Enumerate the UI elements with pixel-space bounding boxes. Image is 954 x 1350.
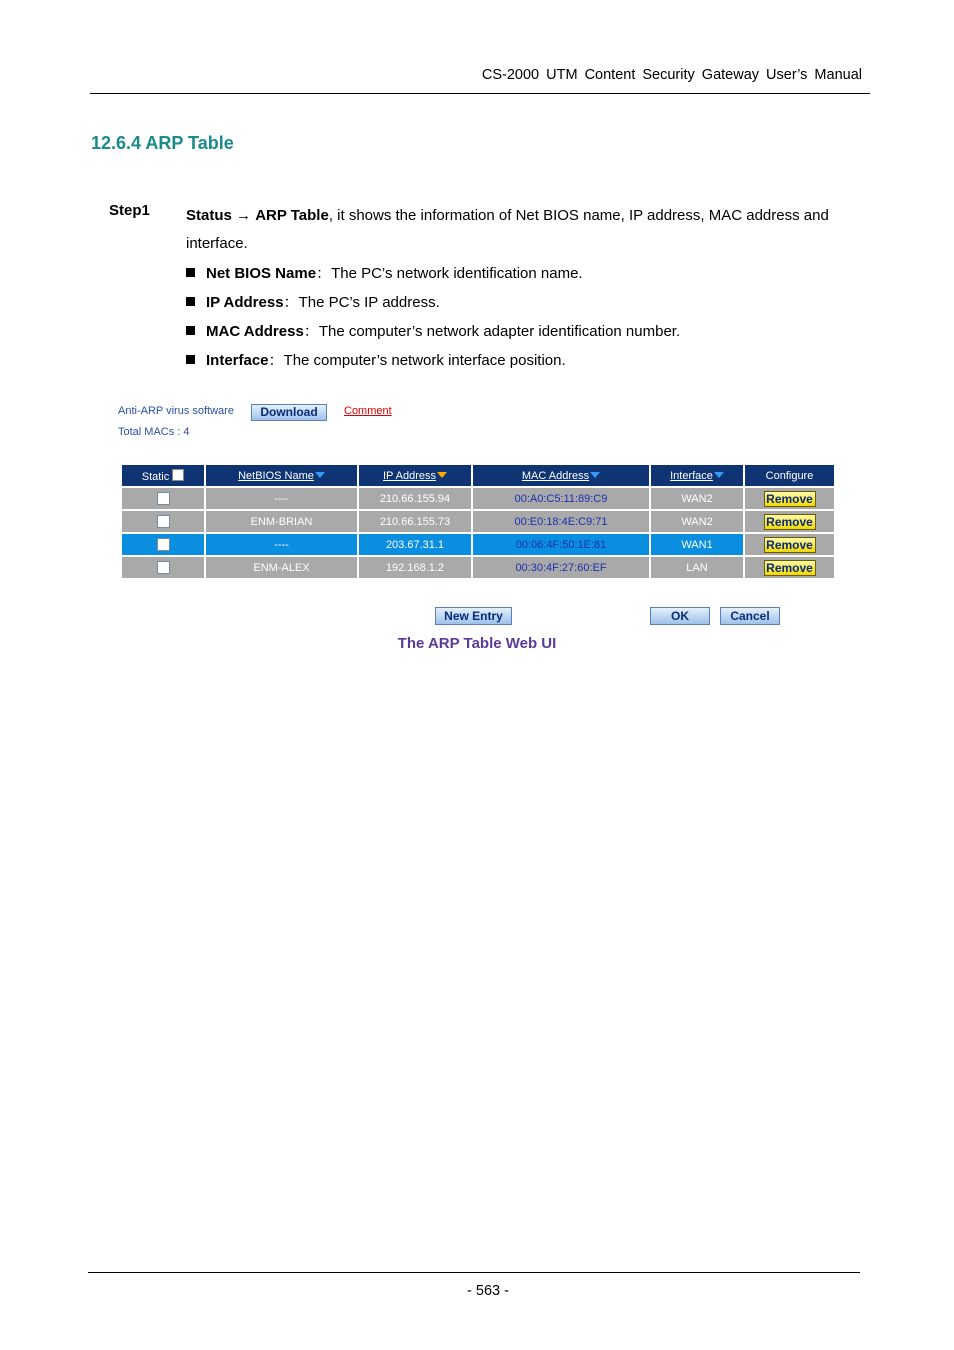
anti-arp-label: Anti-ARP virus software	[118, 405, 234, 417]
static-cell	[122, 557, 204, 578]
bullet-ip: IP Address：The PC’s IP address.	[186, 291, 440, 312]
static-cell	[122, 534, 204, 555]
download-button[interactable]: Download	[251, 404, 327, 421]
ip-cell: 203.67.31.1	[359, 534, 471, 555]
path-start: Status	[186, 207, 232, 224]
static-cell	[122, 488, 204, 509]
square-bullet-icon	[186, 326, 195, 335]
ok-button[interactable]: OK	[650, 607, 710, 625]
remove-button[interactable]: Remove	[764, 537, 816, 553]
sort-down-icon	[714, 472, 724, 478]
step-text: , it shows the information of Net BIOS name, IP address, MAC address and interface.	[186, 207, 829, 252]
configure-cell	[745, 557, 834, 578]
col-static: Static	[122, 465, 204, 486]
col-configure: Configure	[745, 465, 834, 486]
netbios-cell: ----	[206, 488, 357, 509]
static-cell	[122, 511, 204, 532]
table-row	[122, 488, 834, 509]
col-netbios-name[interactable]: NetBIOS Name	[206, 465, 357, 486]
table-row	[122, 511, 834, 532]
interface-cell: WAN2	[651, 488, 743, 509]
bullet-mac: MAC Address：The computer’s network adapter identification number.	[186, 320, 680, 341]
new-entry-button[interactable]: New Entry	[435, 607, 512, 625]
configure-cell	[745, 534, 834, 555]
mac-cell: 00:06:4F:50:1E:81	[473, 534, 649, 555]
table-row	[122, 557, 834, 578]
figure-caption: The ARP Table Web UI	[397, 635, 557, 652]
footer-rule	[88, 1272, 860, 1273]
ip-cell: 210.66.155.73	[359, 511, 471, 532]
square-bullet-icon	[186, 297, 195, 306]
page-number: - 563 -	[467, 1283, 509, 1299]
square-bullet-icon	[186, 355, 195, 364]
arp-table	[120, 463, 836, 580]
netbios-cell: ENM-BRIAN	[206, 511, 357, 532]
col-mac-address[interactable]: MAC Address	[473, 465, 649, 486]
sort-down-icon	[315, 472, 325, 478]
static-checkbox[interactable]	[157, 492, 170, 505]
select-all-checkbox[interactable]	[172, 469, 184, 481]
remove-button[interactable]: Remove	[764, 514, 816, 530]
running-header: CS-2000 UTM Content Security Gateway User’s Manual	[481, 67, 862, 83]
comment-link[interactable]: Comment	[344, 405, 392, 417]
interface-cell: WAN1	[651, 534, 743, 555]
table-header-row	[122, 465, 834, 486]
step-description	[186, 202, 856, 258]
remove-button[interactable]: Remove	[764, 560, 816, 576]
remove-button[interactable]: Remove	[764, 491, 816, 507]
bullet-netbios: Net BIOS Name：The PC’s network identification name.	[186, 262, 583, 283]
bullet-interface: Interface：The computer’s network interface position.	[186, 349, 566, 370]
col-ip-address[interactable]: IP Address	[359, 465, 471, 486]
table-row-selected	[122, 534, 834, 555]
cancel-button[interactable]: Cancel	[720, 607, 780, 625]
mac-cell: 00:30:4F:27:60:EF	[473, 557, 649, 578]
arrow-icon: →	[236, 207, 252, 224]
netbios-cell: ENM-ALEX	[206, 557, 357, 578]
header-rule	[90, 93, 870, 94]
col-interface[interactable]: Interface	[651, 465, 743, 486]
sort-down-icon	[590, 472, 600, 478]
section-title: 12.6.4 ARP Table	[91, 133, 234, 153]
path-end: ARP Table	[255, 207, 329, 224]
mac-cell: 00:A0:C5:11:89:C9	[473, 488, 649, 509]
configure-cell	[745, 511, 834, 532]
step-label: Step1	[109, 202, 150, 219]
configure-cell	[745, 488, 834, 509]
square-bullet-icon	[186, 268, 195, 277]
ip-cell: 192.168.1.2	[359, 557, 471, 578]
interface-cell: WAN2	[651, 511, 743, 532]
static-checkbox[interactable]	[157, 538, 170, 551]
mac-cell: 00:E0:18:4E:C9:71	[473, 511, 649, 532]
ip-cell: 210.66.155.94	[359, 488, 471, 509]
sort-active-icon	[437, 472, 447, 478]
total-macs: Total MACs : 4	[118, 426, 190, 438]
netbios-cell: ----	[206, 534, 357, 555]
interface-cell: LAN	[651, 557, 743, 578]
static-checkbox[interactable]	[157, 561, 170, 574]
static-checkbox[interactable]	[157, 515, 170, 528]
